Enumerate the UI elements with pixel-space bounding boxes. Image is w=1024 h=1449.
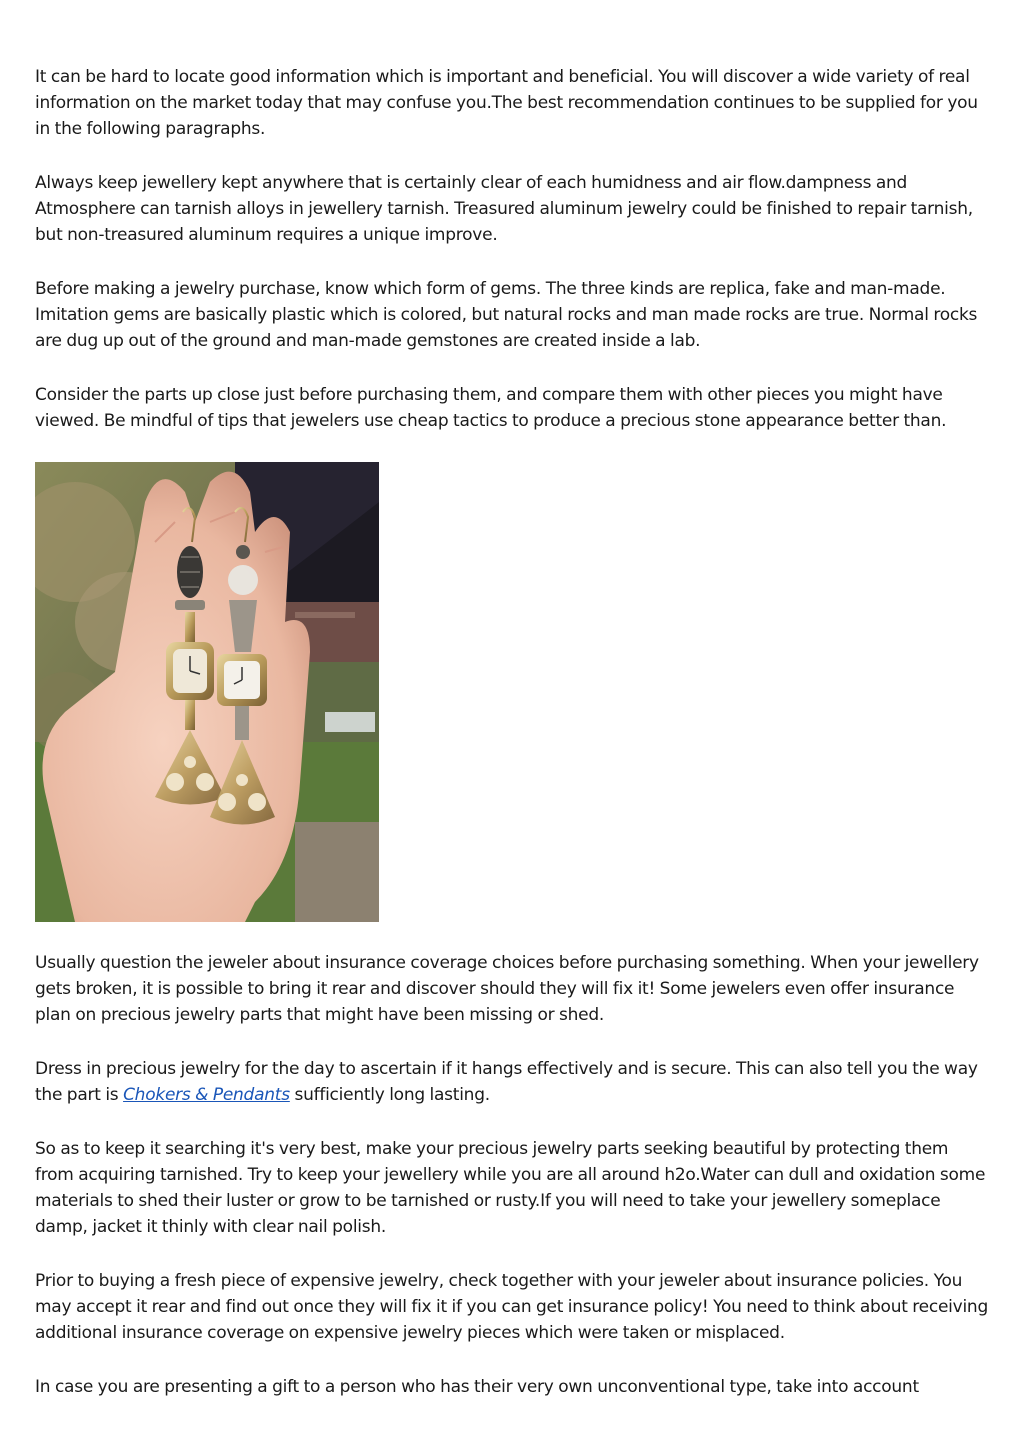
paragraph-2: Always keep jewellery kept anywhere that is certainly clear of each humidness and air flow.dampness and Atmosphere can tarnish alloys in jewellery tarnish. Treasured aluminum jewelry could be finished to repair tarnish, but non-treasured aluminum requires a unique improve. [35,173,973,245]
paragraph-1: It can be hard to locate good information which is important and beneficial. You will discover a wide variety of real information on the market today that may confuse you.The best recommendation continues to be supplied for you in the following paragraphs. [35,67,978,139]
paragraph-3: Before making a jewelry purchase, know which form of gems. The three kinds are replica, fake and man-made. Imitation gems are basically plastic which is colored, but natural rocks and man made rocks are true. Normal rocks are dug up out of the ground and man-made gemstones are created inside a lab. [35,279,978,351]
paragraph-4: Consider the parts up close just before purchasing them, and compare them with other pieces you might have viewed. Be mindful of tips that jewelers use cheap tactics to produce a precious stone appearance better than. [35,385,947,431]
paragraph-5: Usually question the jeweler about insurance coverage choices before purchasing something. When your jewellery gets broken, it is possible to bring it rear and discover should they will fix it! Some jewelers even offer insurance plan on precious jewelry parts that might have been missing or shed. [35,953,979,1025]
paragraph-9: In case you are presenting a gift to a person who has their very own unconventional type, take into account [35,1377,919,1397]
chokers-pendants-link[interactable]: Chokers & Pendants [123,1085,290,1105]
paragraph-7: So as to keep it searching it's very best, make your precious jewelry parts seeking beautiful by protecting them from acquiring tarnished. Try to keep your jewellery while you are all around h2o.Water can dull and oxidation some materials to shed their luster or grow to be tarnished or rusty.If you will need to take your jewellery someplace damp, jacket it thinly with clear nail polish. [35,1139,986,1237]
paragraph-6-text-after: sufficiently long lasting. [289,1085,490,1105]
paragraph-6 [35,1056,990,1108]
paragraph-6-text-before: Dress in precious jewelry for the day to ascertain if it hangs effectively and is secure. This can also tell you the way the part is [35,1059,978,1105]
paragraph-8: Prior to buying a fresh piece of expensive jewelry, check together with your jeweler about insurance policies. You may accept it rear and find out once they will fix it if you can get insurance policy! You need to think about receiving additional insurance coverage on expensive jewelry pieces which were taken or misplaced. [35,1271,988,1343]
earrings-photo [35,462,379,922]
